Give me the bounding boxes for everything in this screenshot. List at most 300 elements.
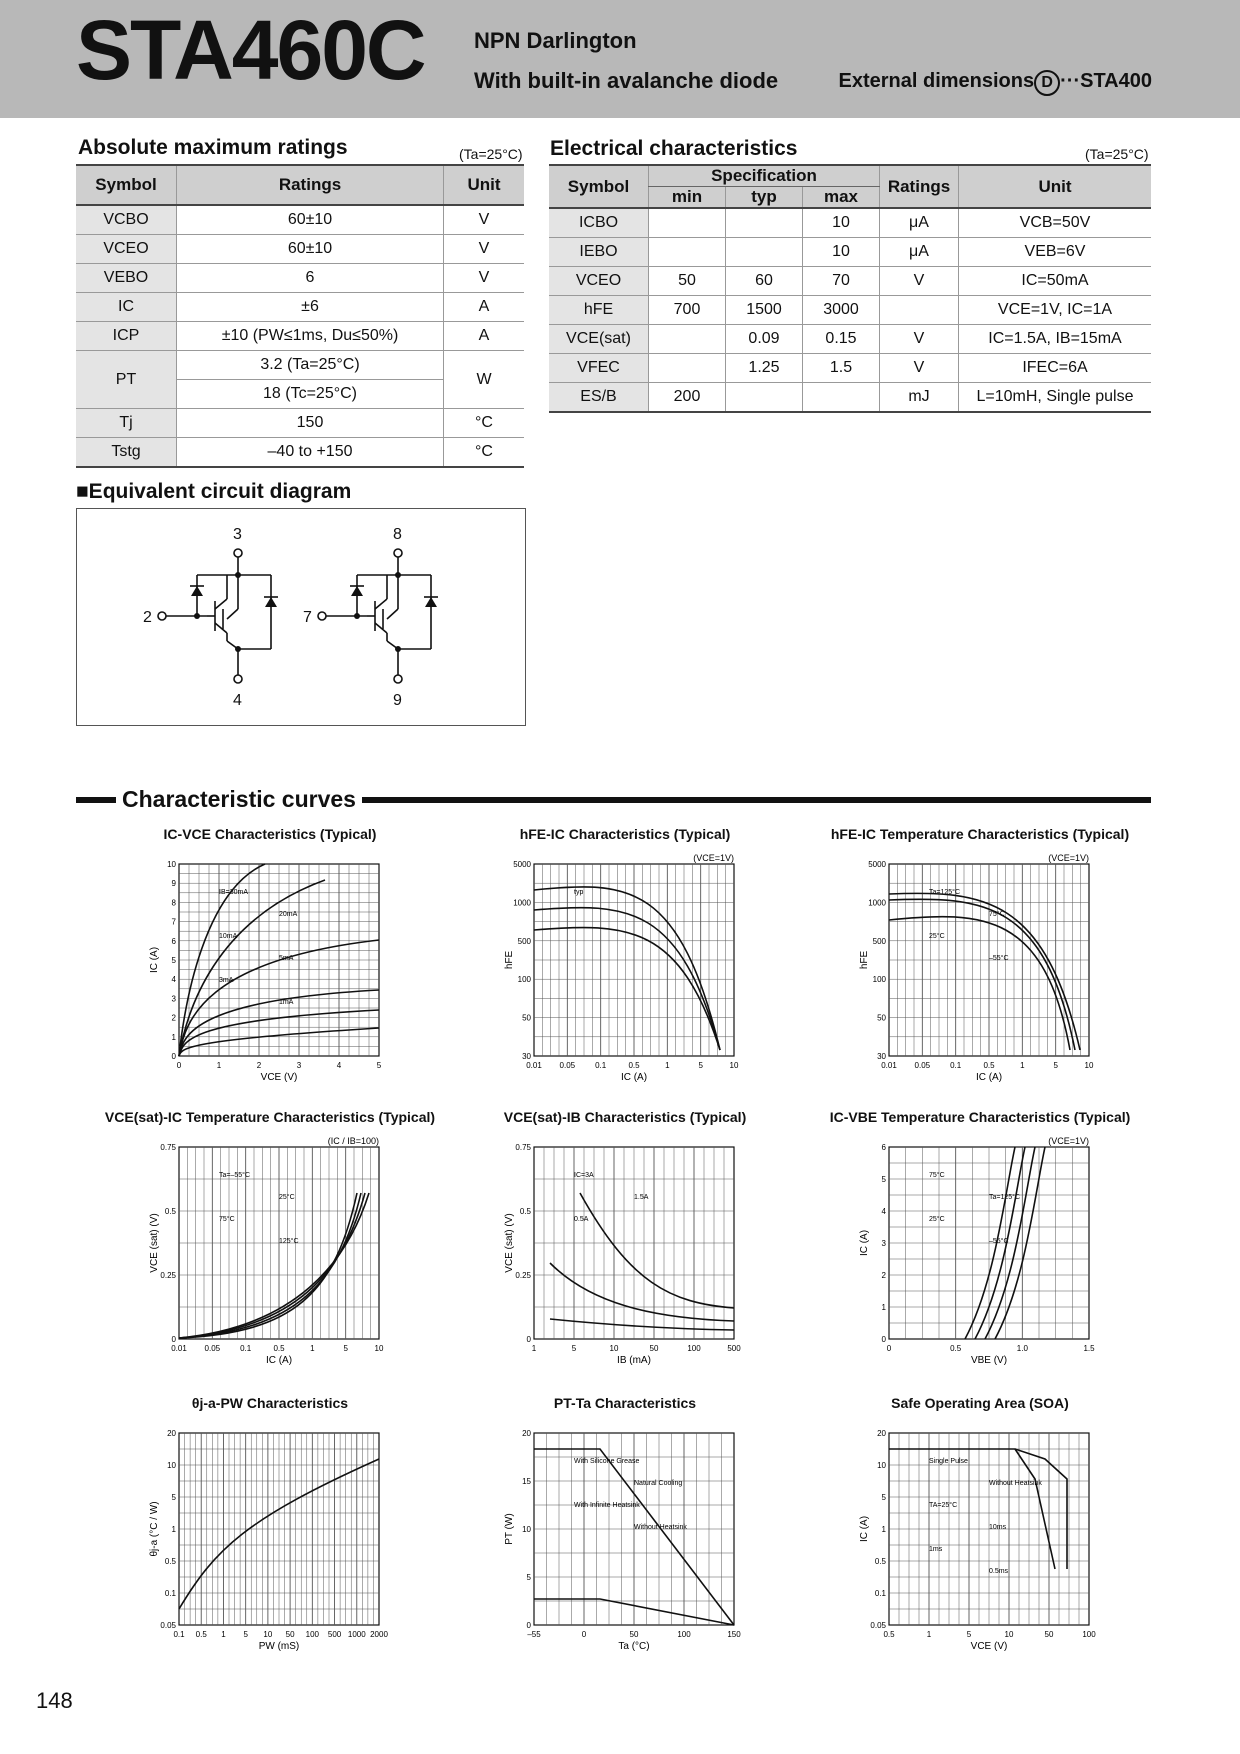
chart-panel: [95, 1133, 445, 1383]
x-tick-label: 50: [1044, 1630, 1054, 1639]
x-tick-label: 50: [629, 1630, 639, 1639]
symbol-cell: VCEO: [76, 235, 177, 264]
amr-title: Absolute maximum ratings: [78, 136, 348, 159]
unit-cell: °C: [444, 438, 525, 468]
characteristic-curve: [889, 1449, 1055, 1569]
y-axis-label: VCE (sat) (V): [504, 1213, 515, 1273]
x-tick-label: 1000: [347, 1630, 366, 1639]
symbol-cell: VCBO: [76, 205, 177, 235]
chart-condition: (VCE=1V): [1048, 853, 1089, 863]
y-tick-label: 0.05: [160, 1621, 176, 1630]
circuit-schematic: [77, 509, 525, 725]
unit-cell: V: [880, 267, 959, 296]
table-row: [76, 351, 524, 380]
chart-panel: [450, 850, 800, 1100]
ec-table: [549, 164, 1151, 413]
pin-label: 8: [393, 526, 402, 543]
table-row: [549, 238, 1151, 267]
curve-label: 10ms: [989, 1524, 1007, 1531]
y-tick-label: 100: [517, 975, 531, 985]
chart-title: VCE(sat)-IB Characteristics (Typical): [503, 1109, 747, 1125]
curve-label: –55°C: [989, 1238, 1009, 1245]
chart-title: Safe Operating Area (SOA): [891, 1395, 1069, 1411]
x-tick-label: 100: [305, 1630, 320, 1639]
curve-label: IB=30mA: [219, 889, 248, 896]
x-tick-label: 10: [729, 1061, 739, 1070]
typ-cell: 1500: [726, 296, 803, 325]
y-tick-label: 0.5: [164, 1207, 176, 1216]
y-axis-label: PT (W): [504, 1513, 515, 1545]
max-cell: 70: [803, 267, 880, 296]
symbol-cell: Tstg: [76, 438, 177, 468]
y-tick-label: 5: [526, 1573, 531, 1582]
y-tick-label: 3: [171, 994, 176, 1004]
x-tick-label: 5: [376, 1061, 382, 1070]
symbol-cell: VFEC: [549, 354, 649, 383]
x-axis-label: VCE (V): [970, 1641, 1008, 1652]
x-tick-label: 2000: [370, 1630, 388, 1639]
y-tick-label: 0: [526, 1335, 531, 1344]
y-tick-label: 10: [167, 1461, 176, 1470]
y-tick-label: 0: [171, 1335, 176, 1344]
min-cell: [649, 208, 726, 238]
table-row: [549, 208, 1151, 238]
x-tick-label: 0: [886, 1344, 892, 1353]
curve-label: 3mA: [219, 977, 234, 984]
table-row: [76, 293, 524, 322]
y-tick-label: 500: [872, 936, 886, 946]
circuit-title: ■Equivalent circuit diagram: [76, 480, 352, 503]
ext-dims-label: External dimensions: [838, 70, 1035, 92]
y-tick-label: 0.25: [160, 1271, 176, 1280]
x-axis-label: IC (A): [265, 1355, 293, 1366]
unit-cell: mJ: [880, 383, 959, 413]
x-tick-label: 1: [531, 1344, 537, 1353]
characteristic-curve: [179, 880, 325, 1056]
y-tick-label: 20: [877, 1429, 886, 1438]
x-tick-label: 3: [296, 1061, 302, 1070]
chart-condition: (IC / IB=100): [327, 1136, 379, 1146]
curve-label: 75°C: [929, 1172, 945, 1179]
x-tick-label: 1.0: [1016, 1344, 1028, 1353]
symbol-cell: ICP: [76, 322, 177, 351]
y-axis-label: IC (A): [149, 946, 160, 974]
symbol-cell: PT: [76, 351, 177, 409]
x-tick-label: 0.1: [950, 1061, 962, 1070]
y-axis-label: VCE (sat) (V): [149, 1213, 160, 1273]
rating-cell: ±6: [177, 293, 444, 322]
header-band: [0, 0, 1240, 118]
y-tick-label: 1: [881, 1303, 886, 1312]
x-tick-label: 10: [263, 1630, 273, 1639]
pin-label: 7: [303, 609, 312, 626]
condition-cell: VEB=6V: [959, 238, 1152, 267]
ec-header-typ: typ: [726, 187, 803, 209]
min-cell: 200: [649, 383, 726, 413]
table-row: [76, 438, 524, 468]
typ-cell: [726, 383, 803, 413]
min-cell: 700: [649, 296, 726, 325]
chart-panel: [805, 1419, 1155, 1669]
max-cell: 3000: [803, 296, 880, 325]
unit-cell: V: [444, 264, 525, 293]
y-tick-label: 0: [526, 1621, 531, 1630]
x-tick-label: 10: [1084, 1061, 1094, 1070]
x-tick-label: 1: [926, 1630, 932, 1639]
x-tick-label: 0: [176, 1061, 182, 1070]
y-axis-label: hFE: [504, 950, 515, 970]
curve-label: 1mA: [279, 999, 294, 1006]
min-cell: 50: [649, 267, 726, 296]
curve-label: Ta=125°C: [929, 889, 961, 896]
ec-header-symbol: Symbol: [549, 165, 649, 208]
curve-label: Natural Cooling: [634, 1480, 683, 1487]
x-tick-label: 10: [609, 1344, 619, 1353]
unit-cell: V: [444, 235, 525, 264]
rating-cell: 150: [177, 409, 444, 438]
curve-label: 1.5A: [634, 1194, 649, 1201]
x-tick-label: –55: [527, 1630, 541, 1639]
x-tick-label: 10: [374, 1344, 384, 1353]
x-tick-label: 50: [649, 1344, 659, 1353]
unit-cell: μA: [880, 238, 959, 267]
condition-cell: IC=50mA: [959, 267, 1152, 296]
chart-panel: [805, 1133, 1155, 1383]
symbol-cell: VCEO: [549, 267, 649, 296]
x-tick-label: 1.5: [1083, 1344, 1095, 1353]
curve-label: Ta=125°C: [989, 1194, 1021, 1201]
x-tick-label: 0.1: [240, 1344, 252, 1353]
x-tick-label: 0.05: [559, 1061, 576, 1070]
ec-header-spec: Specification: [649, 165, 880, 187]
x-tick-label: 0.1: [173, 1630, 185, 1639]
min-cell: [649, 325, 726, 354]
chart-panel: [450, 1419, 800, 1669]
y-tick-label: 50: [522, 1013, 531, 1023]
unit-cell: [880, 296, 959, 325]
table-row: [549, 383, 1151, 413]
table-row: [549, 325, 1151, 354]
x-tick-label: 5: [243, 1630, 248, 1639]
y-tick-label: 5: [881, 1493, 886, 1502]
table-row: [549, 296, 1151, 325]
x-tick-label: 1: [221, 1630, 226, 1639]
typ-cell: 60: [726, 267, 803, 296]
y-tick-label: 9: [171, 879, 176, 889]
curve-label: 5mA: [279, 955, 294, 962]
rating-cell: 60±10: [177, 205, 444, 235]
page-number: 148: [36, 1688, 73, 1713]
amr-condition: (Ta=25°C): [459, 146, 523, 162]
chart-title: PT-Ta Characteristics: [553, 1395, 697, 1411]
condition-cell: L=10mH, Single pulse: [959, 383, 1152, 413]
symbol-cell: IC: [76, 293, 177, 322]
y-tick-label: 5: [881, 1175, 886, 1184]
y-tick-label: 100: [872, 975, 886, 985]
circuit-diagram: [76, 508, 526, 726]
typ-cell: [726, 238, 803, 267]
y-tick-label: 20: [167, 1429, 176, 1438]
characteristic-curve: [580, 1193, 734, 1308]
symbol-cell: VCE(sat): [549, 325, 649, 354]
x-tick-label: 150: [727, 1630, 741, 1639]
x-tick-label: 50: [285, 1630, 295, 1639]
chart-title: IC-VBE Temperature Characteristics (Typical): [829, 1109, 1131, 1125]
chart-panel: [805, 850, 1155, 1100]
x-tick-label: 1: [665, 1061, 670, 1070]
curve-label: –55°C: [989, 955, 1009, 962]
curve-label: 25°C: [929, 933, 945, 940]
unit-cell: μA: [880, 208, 959, 238]
chart-panel: [95, 1419, 445, 1669]
y-tick-label: 0.05: [870, 1621, 886, 1630]
curves-title: Characteristic curves: [116, 786, 362, 813]
y-axis-label: IC (A): [859, 1515, 870, 1543]
max-cell: 10: [803, 238, 880, 267]
characteristic-curve: [550, 1319, 734, 1330]
ec-header-max: max: [803, 187, 880, 209]
x-tick-label: 4: [336, 1061, 342, 1070]
y-tick-label: 15: [522, 1477, 531, 1486]
pin-label: 3: [233, 526, 242, 543]
x-tick-label: 500: [727, 1344, 741, 1353]
x-tick-label: 0.5: [983, 1061, 995, 1070]
chart-title: hFE-IC Characteristics (Typical): [519, 826, 731, 842]
chart-title: VCE(sat)-IC Temperature Characteristics (Typical): [104, 1109, 436, 1125]
y-tick-label: 5000: [513, 860, 531, 869]
y-tick-label: 0.5: [164, 1557, 176, 1566]
unit-cell: W: [444, 351, 525, 409]
chart-title: θj-a-PW Characteristics: [191, 1395, 349, 1411]
subtitle-feature: With built-in avalanche diode: [474, 68, 779, 93]
symbol-cell: ES/B: [549, 383, 649, 413]
x-axis-label: VCE (V): [260, 1072, 298, 1083]
x-tick-label: 0.01: [171, 1344, 187, 1353]
part-number: STA460C: [76, 3, 425, 97]
condition-cell: VCE=1V, IC=1A: [959, 296, 1152, 325]
ec-condition: (Ta=25°C): [1085, 146, 1149, 162]
y-axis-label: IC (A): [859, 1229, 870, 1257]
y-tick-label: 8: [171, 898, 176, 908]
x-tick-label: 0.01: [526, 1061, 542, 1070]
x-tick-label: 0.05: [914, 1061, 931, 1070]
external-dimensions: [839, 70, 1153, 96]
x-tick-label: 0.01: [881, 1061, 897, 1070]
y-tick-label: 7: [171, 917, 176, 927]
ec-title: Electrical characteristics: [550, 137, 798, 160]
y-tick-label: 0.5: [519, 1207, 531, 1216]
table-row: [76, 409, 524, 438]
x-tick-label: 100: [677, 1630, 691, 1639]
y-tick-label: 0: [171, 1052, 176, 1061]
unit-cell: V: [444, 205, 525, 235]
symbol-cell: VEBO: [76, 264, 177, 293]
ext-dims-code: D: [1034, 70, 1060, 96]
curve-label: Without Heatsink: [989, 1480, 1042, 1487]
y-tick-label: 4: [171, 975, 176, 985]
y-tick-label: 1000: [868, 898, 886, 908]
y-tick-label: 30: [877, 1052, 886, 1061]
y-tick-label: 0: [881, 1335, 886, 1344]
pin-label: 4: [233, 692, 242, 709]
y-tick-label: 4: [881, 1207, 886, 1216]
x-tick-label: 0.5: [628, 1061, 640, 1070]
curve-label: 1ms: [929, 1546, 943, 1553]
y-tick-label: 2: [881, 1271, 886, 1280]
x-tick-label: 1: [216, 1061, 222, 1070]
symbol-cell: IEBO: [549, 238, 649, 267]
y-axis-label: θj-a (°C / W): [149, 1501, 160, 1557]
curve-label: 75°C: [989, 911, 1005, 918]
x-tick-label: 0.5: [195, 1630, 207, 1639]
x-axis-label: Ta (°C): [618, 1641, 650, 1652]
typ-cell: [726, 208, 803, 238]
chart-title: IC-VCE Characteristics (Typical): [163, 826, 377, 842]
curve-label: Without Heatsink: [634, 1524, 687, 1531]
chart-panel: [450, 1133, 800, 1383]
rating-cell: 3.2 (Ta=25°C): [177, 351, 444, 380]
table-row: [76, 235, 524, 264]
curve-label: 125°C: [279, 1238, 299, 1245]
min-cell: [649, 354, 726, 383]
y-tick-label: 5000: [868, 860, 886, 869]
typ-cell: 0.09: [726, 325, 803, 354]
y-tick-label: 1: [881, 1525, 886, 1534]
max-cell: [803, 383, 880, 413]
x-tick-label: 2: [256, 1061, 262, 1070]
y-tick-label: 3: [881, 1239, 886, 1248]
typ-cell: 1.25: [726, 354, 803, 383]
y-tick-label: 0.75: [515, 1143, 531, 1152]
unit-cell: A: [444, 293, 525, 322]
y-tick-label: 5: [171, 956, 176, 965]
unit-cell: A: [444, 322, 525, 351]
characteristic-curve: [550, 1263, 734, 1321]
unit-cell: V: [880, 354, 959, 383]
symbol-cell: ICBO: [549, 208, 649, 238]
y-tick-label: 5: [171, 1493, 176, 1502]
chart-condition: (VCE=1V): [693, 853, 734, 863]
y-tick-label: 500: [517, 936, 531, 946]
unit-cell: V: [880, 325, 959, 354]
characteristic-curve: [889, 917, 1070, 1050]
y-tick-label: 0.25: [515, 1271, 531, 1280]
curve-label: Ta=–55°C: [219, 1172, 251, 1179]
y-tick-label: 10: [167, 860, 176, 869]
x-tick-label: 0.5: [273, 1344, 285, 1353]
x-tick-label: 0.5: [950, 1344, 962, 1353]
curve-label: 20mA: [279, 911, 298, 918]
symbol-cell: Tj: [76, 409, 177, 438]
y-tick-label: 2: [171, 1013, 176, 1023]
y-tick-label: 50: [877, 1013, 886, 1023]
x-axis-label: IC (A): [975, 1072, 1003, 1083]
y-tick-label: 10: [877, 1461, 886, 1470]
y-tick-label: 0.1: [874, 1589, 886, 1598]
curve-label: 0.5ms: [989, 1568, 1009, 1575]
rating-cell: ±10 (PW≤1ms, Du≤50%): [177, 322, 444, 351]
ec-header-ratings: Ratings: [880, 165, 959, 208]
symbol-cell: hFE: [549, 296, 649, 325]
condition-cell: VCB=50V: [959, 208, 1152, 238]
x-tick-label: 5: [698, 1061, 703, 1070]
amr-header-ratings: Ratings: [177, 165, 444, 205]
curve-label: 0.5A: [574, 1216, 589, 1223]
x-tick-label: 100: [1082, 1630, 1096, 1639]
x-tick-label: 0: [581, 1630, 587, 1639]
rating-cell: 18 (Tc=25°C): [177, 380, 444, 409]
y-tick-label: 30: [522, 1052, 531, 1061]
curve-label: 75°C: [219, 1216, 235, 1223]
max-cell: 10: [803, 208, 880, 238]
x-tick-label: 5: [966, 1630, 972, 1639]
y-tick-label: 1000: [513, 898, 531, 908]
x-tick-label: 1: [1020, 1061, 1025, 1070]
rating-cell: 6: [177, 264, 444, 293]
x-tick-label: 100: [687, 1344, 701, 1353]
x-axis-label: IC (A): [620, 1072, 648, 1083]
y-tick-label: 10: [522, 1525, 531, 1534]
curve-label: With Silicone Grease: [574, 1458, 640, 1465]
max-cell: 1.5: [803, 354, 880, 383]
y-axis-label: hFE: [859, 950, 870, 970]
x-tick-label: 5: [343, 1344, 348, 1353]
table-row: [549, 267, 1151, 296]
rating-cell: –40 to +150: [177, 438, 444, 468]
x-axis-label: PW (mS): [258, 1641, 300, 1652]
curve-label: 25°C: [929, 1216, 945, 1223]
table-row: [549, 354, 1151, 383]
x-axis-label: VBE (V): [970, 1355, 1008, 1366]
curve-label: TA=25°C: [929, 1502, 958, 1509]
ec-header-unit: Unit: [959, 165, 1152, 208]
x-tick-label: 1: [310, 1344, 315, 1353]
amr-header-symbol: Symbol: [76, 165, 177, 205]
pin-label: 9: [393, 692, 402, 709]
y-tick-label: 6: [881, 1143, 886, 1152]
chart-condition: (VCE=1V): [1048, 1136, 1089, 1146]
table-row: [76, 205, 524, 235]
ext-dims-package: ···STA400: [1060, 70, 1152, 92]
y-tick-label: 0.75: [160, 1143, 176, 1152]
min-cell: [649, 238, 726, 267]
chart-title: hFE-IC Temperature Characteristics (Typical): [830, 826, 1130, 842]
pin-label: 2: [143, 609, 152, 626]
curve-label: IC=3A: [574, 1172, 594, 1179]
x-tick-label: 0.05: [204, 1344, 221, 1353]
amr-header-unit: Unit: [444, 165, 525, 205]
y-tick-label: 20: [522, 1429, 531, 1438]
x-axis-label: IB (mA): [617, 1355, 651, 1366]
y-tick-label: 1: [171, 1525, 176, 1534]
table-row: [76, 264, 524, 293]
curve-label: typ: [574, 889, 584, 896]
ec-header-min: min: [649, 187, 726, 209]
condition-cell: IC=1.5A, IB=15mA: [959, 325, 1152, 354]
y-tick-label: 0.1: [164, 1589, 176, 1598]
curve-label: 10mA: [219, 933, 238, 940]
curve-label: Single Pulse: [929, 1458, 968, 1465]
rating-cell: 60±10: [177, 235, 444, 264]
max-cell: 0.15: [803, 325, 880, 354]
curve-label: With Infinite Heatsink: [574, 1502, 640, 1509]
curve-label: 25°C: [279, 1194, 295, 1201]
y-tick-label: 6: [171, 936, 176, 946]
x-tick-label: 10: [1004, 1630, 1014, 1639]
x-tick-label: 5: [1053, 1061, 1058, 1070]
x-tick-label: 0.1: [595, 1061, 607, 1070]
unit-cell: °C: [444, 409, 525, 438]
